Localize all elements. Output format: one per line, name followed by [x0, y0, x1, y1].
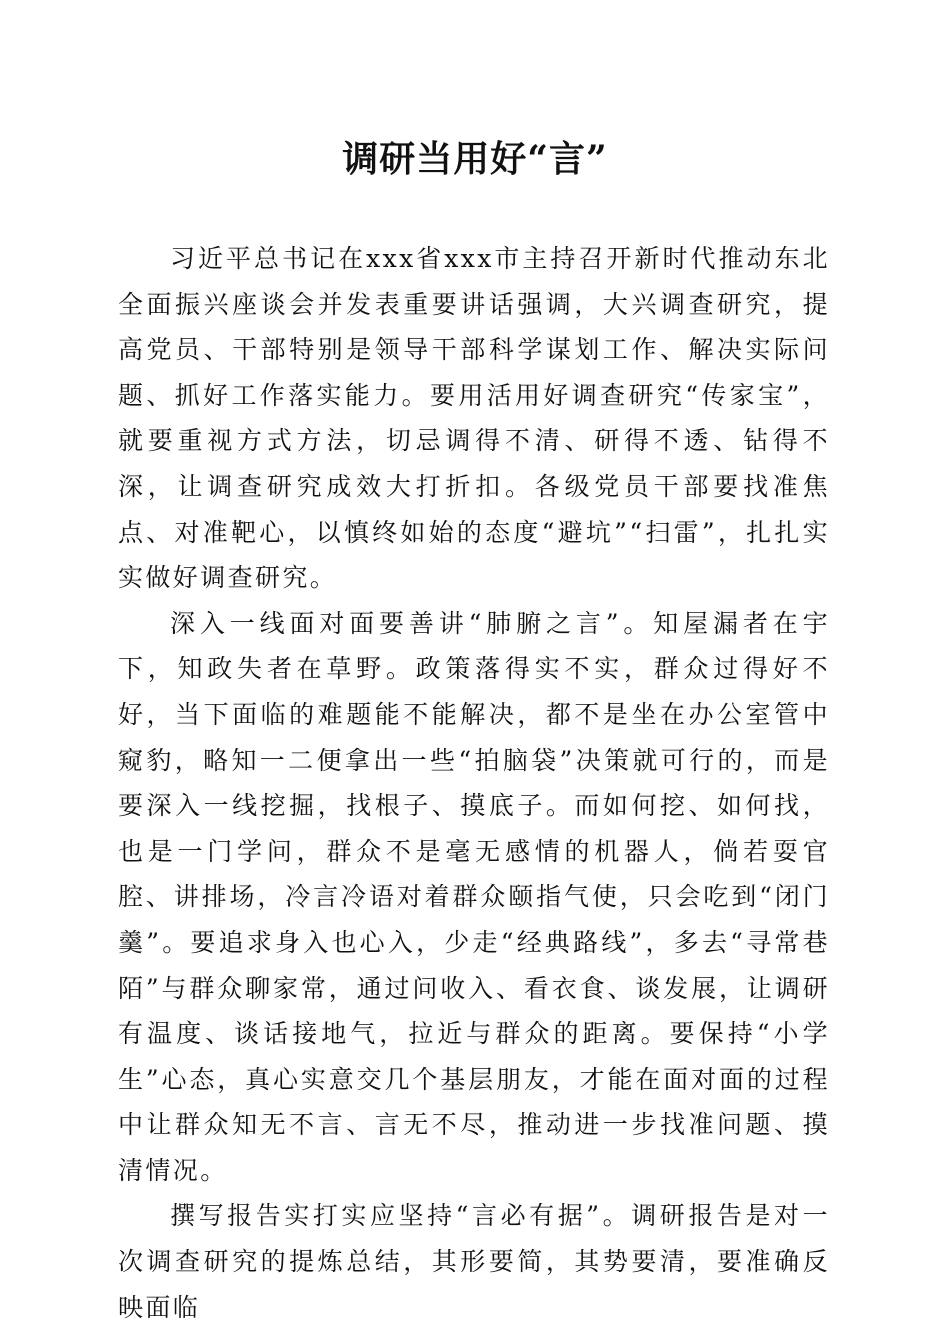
paragraph-intro: 习近平总书记在xxx省xxx市主持召开新时代推动东北全面振兴座谈会并发表重要讲话强调，大兴调查研究，提高党员、干部特别是领导干部科学谋划工作、解决实际问题、抓好工作落实能力。要用活用好调查研究“传家宝”，就要重视方式方法，切忌调得不清、研得不透、钻得不深，让调查研究成效大打折扣。各级党员干部要找准焦点、对准靶心，以慎终如始的态度“避坑”“扫雷”，扎扎实实做好调查研究。: [118, 244, 830, 593]
paragraph-frank-words: 深入一线面对面要善讲“肺腑之言”。知屋漏者在宇下，知政失者在草野。政策落得实不实，群众过得好不好，当下面临的难题能不能解决，都不是坐在办公室管中窥豹，略知一二便拿出一些“拍脑袋”决策就可行的，而是要深入一线挖掘，找根子、摸底子。而如何挖、如何找，也是一门学问，群众不是毫无感情的机器人，倘若耍官腔、讲排场，冷言冷语对着群众颐指气使，只会吃到“闭门羹”。要追求身入也心入，少走“经典路线”，多去“寻常巷陌”与群众聊家常，通过问收入、看衣食、谈发展，让调研有温度、谈话接地气，拉近与群众的距离。要保持“小学生”心态，真心实意交几个基层朋友，才能在面对面的过程中让群众知无不言、言无不尽，推动进一步找准问题、摸清情况。: [118, 608, 830, 1185]
document-title: 调研当用好“言”: [342, 138, 608, 180]
paragraph-evidence-based: 撰写报告实打实应坚持“言必有据”。调研报告是对一次调查研究的提炼总结，其形要简，其势要清，要准确反映面临: [118, 1201, 830, 1322]
document-body: [118, 236, 830, 1330]
